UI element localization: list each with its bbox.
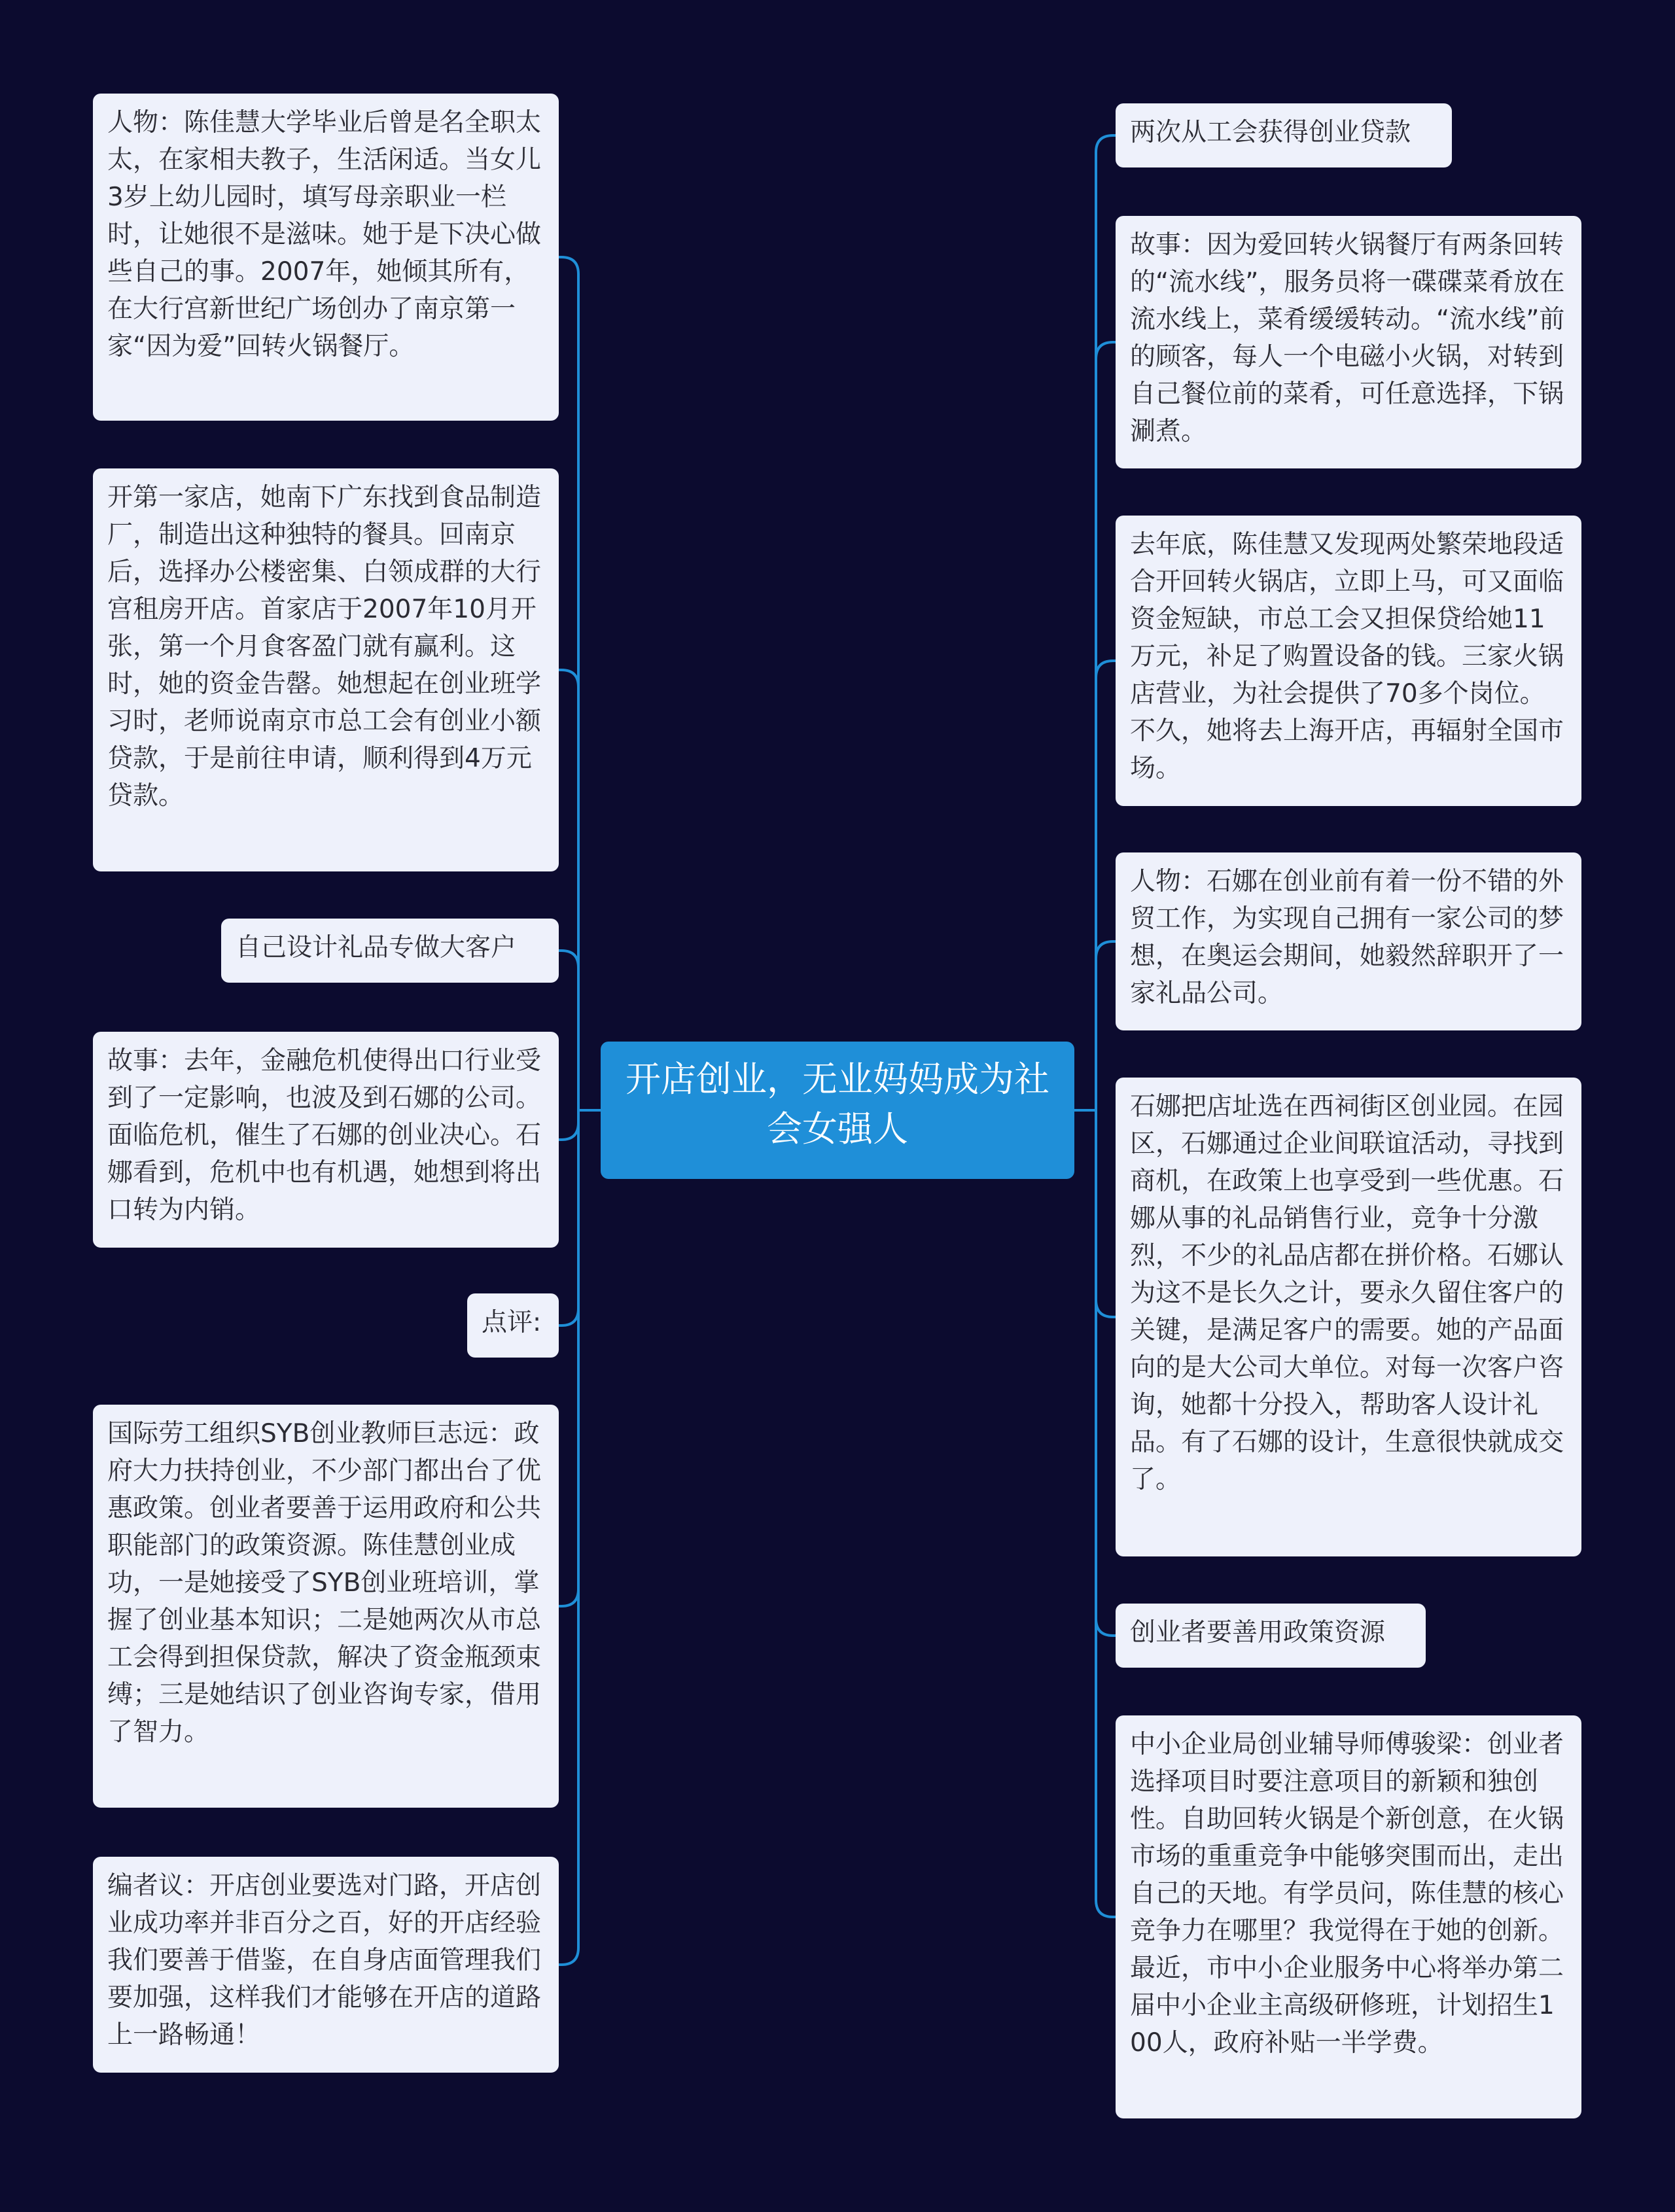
topic-node-left-7[interactable]: 编者议：开店创业要选对门路，开店创业成功率并非百分之百，好的开店经验我们要善于借鉴，在自身店面管理我们要加强，这样我们才能够在开店的道路上一路畅通！ (93, 1857, 559, 2073)
link-R1 (1096, 135, 1116, 1110)
topic-node-right-4[interactable]: 人物：石娜在创业前有着一份不错的外贸工作，为实现自己拥有一家公司的梦想，在奥运会期间，她毅然辞职开了一家礼品公司。 (1116, 852, 1581, 1030)
link-L1 (559, 257, 578, 1110)
topic-node-left-3[interactable]: 自己设计礼品专做大客户 (221, 919, 559, 983)
link-R7 (1096, 1110, 1116, 1917)
link-L5 (559, 1110, 578, 1325)
link-L3 (559, 951, 578, 1110)
link-R4 (1096, 941, 1116, 1110)
topic-node-right-6[interactable]: 创业者要善用政策资源 (1116, 1604, 1426, 1668)
central-topic-text: 开店创业，无业妈妈成为社会女强人 (626, 1059, 1049, 1150)
link-R3 (1096, 661, 1116, 1110)
topic-node-right-1[interactable]: 两次从工会获得创业贷款 (1116, 103, 1452, 167)
link-R2 (1096, 342, 1116, 1110)
topic-node-right-7[interactable]: 中小企业局创业辅导师傅骏梁：创业者选择项目时要注意项目的新颖和独创性。自助回转火锅是个新创意，在火锅市场的重重竞争中能够突围而出，走出自己的天地。有学员问，陈佳慧的核心竞争力在哪里？我觉得在于她的创新。最近，市中小企业服务中心将举办第二届中小企业主高级研修班，计划招生100人，政府补贴一半学费。 (1116, 1715, 1581, 2118)
topic-node-right-2[interactable]: 故事：因为爱回转火锅餐厅有两条回转的“流水线”，服务员将一碟碟菜肴放在流水线上，菜肴缓缓转动。“流水线”前的顾客，每人一个电磁小火锅，对转到自己餐位前的菜肴，可任意选择，下锅涮煮。 (1116, 216, 1581, 468)
link-R5 (1096, 1110, 1116, 1317)
link-L6 (559, 1110, 578, 1606)
topic-node-left-2[interactable]: 开第一家店，她南下广东找到食品制造厂，制造出这种独特的餐具。回南京后，选择办公楼密集、白领成群的大行宫租房开店。首家店于2007年10月开张，第一个月食客盈门就有赢利。这时，她的资金告罄。她想起在创业班学习时，老师说南京市总工会有创业小额贷款，于是前往申请，顺利得到4万元贷款。 (93, 468, 559, 871)
central-topic[interactable] (601, 1042, 1074, 1179)
topic-node-left-5[interactable]: 点评: (467, 1293, 559, 1358)
topic-node-left-4[interactable]: 故事：去年，金融危机使得出口行业受到了一定影响，也波及到石娜的公司。面临危机，催生了石娜的创业决心。石娜看到，危机中也有机遇，她想到将出口转为内销。 (93, 1032, 559, 1248)
link-R6 (1096, 1110, 1116, 1636)
link-L7 (559, 1110, 578, 1965)
topic-node-right-5[interactable]: 石娜把店址选在西祠街区创业园。在园区，石娜通过企业间联谊活动，寻找到商机，在政策上也享受到一些优惠。石娜从事的礼品销售行业，竞争十分激烈，不少的礼品店都在拼价格。石娜认为这不是长久之计，要永久留住客户的关键，是满足客户的需要。她的产品面向的是大公司大单位。对每一次客户咨询，她都十分投入，帮助客人设计礼品。有了石娜的设计，生意很快就成交了。 (1116, 1078, 1581, 1556)
topic-node-left-1[interactable]: 人物：陈佳慧大学毕业后曾是名全职太太，在家相夫教子，生活闲适。当女儿3岁上幼儿园时，填写母亲职业一栏时，让她很不是滋味。她于是下决心做些自己的事。2007年，她倾其所有，在大行宫新世纪广场创办了南京第一家“因为爱”回转火锅餐厅。 (93, 94, 559, 421)
link-L2 (559, 670, 578, 1110)
topic-node-right-3[interactable]: 去年底，陈佳慧又发现两处繁荣地段适合开回转火锅店，立即上马，可又面临资金短缺，市总工会又担保贷给她11万元，补足了购置设备的钱。三家火锅店营业，为社会提供了70多个岗位。不久，她将去上海开店，再辐射全国市场。 (1116, 516, 1581, 806)
topic-node-left-6[interactable]: 国际劳工组织SYB创业教师巨志远：政府大力扶持创业，不少部门都出台了优惠政策。创业者要善于运用政府和公共职能部门的政策资源。陈佳慧创业成功，一是她接受了SYB创业班培训，掌握了创业基本知识；二是她两次从市总工会得到担保贷款，解决了资金瓶颈束缚；三是她结识了创业咨询专家，借用了智力。 (93, 1405, 559, 1808)
link-L4 (559, 1110, 578, 1140)
